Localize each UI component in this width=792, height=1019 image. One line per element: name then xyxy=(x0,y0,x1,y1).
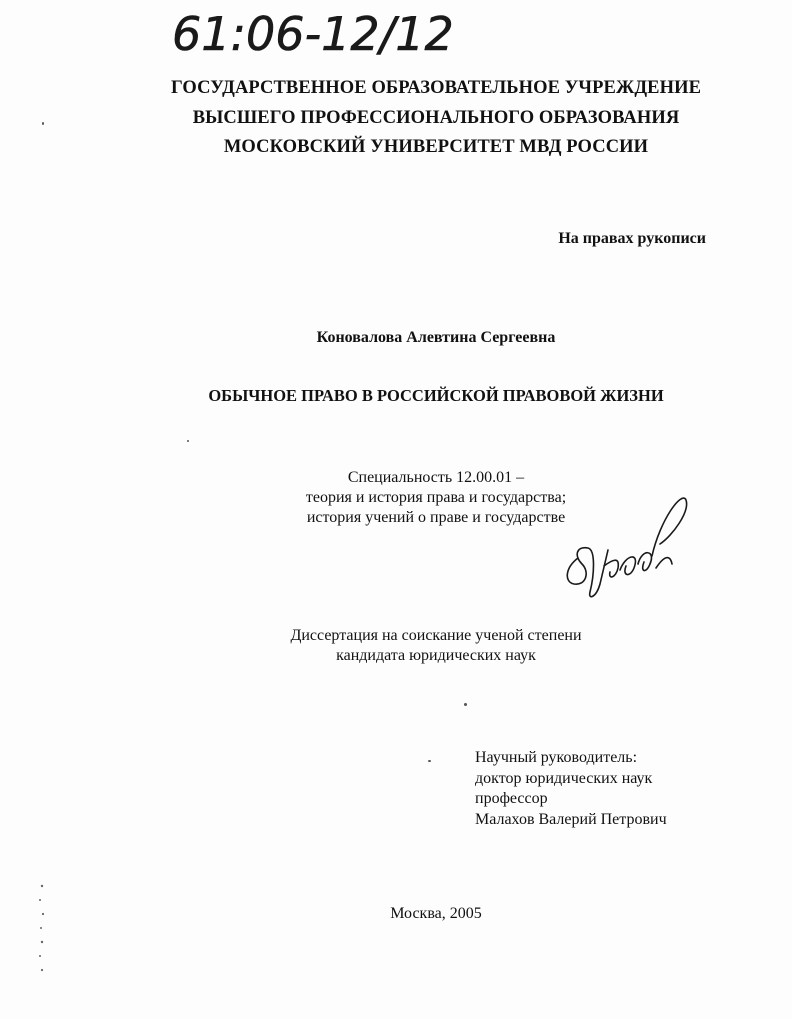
scan-speck xyxy=(42,122,44,125)
supervisor-rank: профессор xyxy=(475,790,548,807)
specialty-line-1: Специальность 12.00.01 – xyxy=(347,469,525,486)
manuscript-note: На правах рукописи xyxy=(558,230,706,247)
handwritten-signature xyxy=(560,480,700,610)
handwritten-catalog-number-text: 61:06-12/12 xyxy=(172,7,454,61)
handwritten-catalog-number xyxy=(168,0,488,62)
dissertation-line-1: Диссертация на соискание ученой степени xyxy=(290,627,582,644)
author-name: Коновалова Алевтина Сергеевна xyxy=(316,329,556,346)
institution-line-2: ВЫСШЕГО ПРОФЕССИОНАЛЬНОГО ОБРАЗОВАНИЯ xyxy=(192,108,680,128)
supervisor-degree: доктор юридических наук xyxy=(475,769,653,787)
margin-scan-marks xyxy=(34,880,50,980)
dissertation-degree-block xyxy=(0,626,792,666)
supervisor-block xyxy=(475,748,667,830)
scan-speck xyxy=(464,703,467,706)
city-year: Москва, 2005 xyxy=(390,905,482,922)
supervisor-label: Научный руководитель: xyxy=(475,749,638,766)
specialty-line-2: теория и история права и государства; xyxy=(305,489,567,506)
institution-line-3: МОСКОВСКИЙ УНИВЕРСИТЕТ МВД РОССИИ xyxy=(223,137,649,157)
dissertation-line-2: кандидата юридических наук xyxy=(336,647,536,664)
institution-line-1: ГОСУДАРСТВЕННОЕ ОБРАЗОВАТЕЛЬНОЕ УЧРЕЖДЕНИЕ xyxy=(170,78,702,98)
scan-speck xyxy=(187,440,189,442)
specialty-line-3: история учений о праве и государстве xyxy=(306,509,566,526)
scan-speck xyxy=(428,760,431,762)
dissertation-title: ОБЫЧНОЕ ПРАВО В РОССИЙСКОЙ ПРАВОВОЙ ЖИЗНИ xyxy=(208,386,664,405)
supervisor-name: Малахов Валерий Петрович xyxy=(475,810,667,828)
